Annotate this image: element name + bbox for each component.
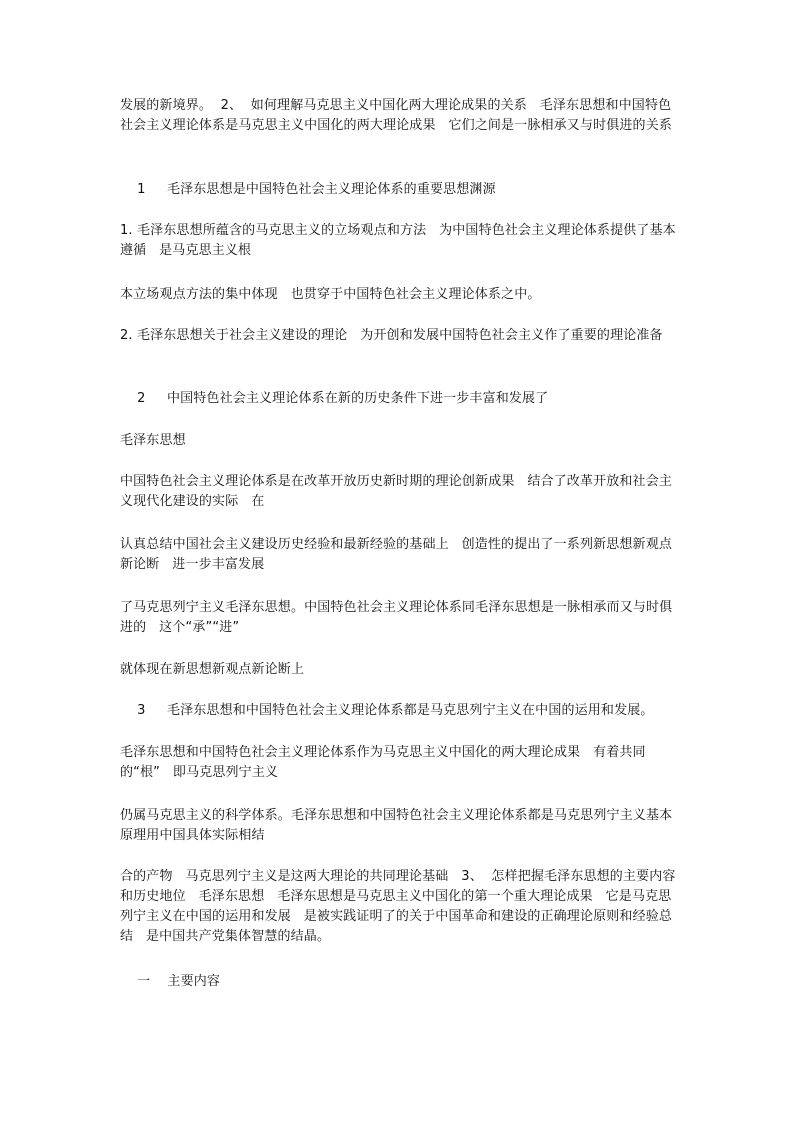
- paragraph: 合的产物 马克思列宁主义是这两大理论的共同理论基础 3、 怎样把握毛泽东思想的主要内容和历史地位 毛泽东思想 毛泽东思想是马克思主义中国化的第一个重大理论成果 它是马克思列宁主义在中国的运用和发展 是被实践证明了的关于中国革命和建设的正确理论原则和经验总结 是中国共产党集体智慧的结晶。: [120, 869, 676, 944]
- paragraph: 本立场观点方法的集中体现 也贯穿于中国特色社会主义理论体系之中。: [120, 287, 541, 302]
- paragraph: 1. 毛泽东思想所蕴含的马克思主义的立场观点和方法 为中国特色社会主义理论体系提供了基本遵循 是马克思主义根: [120, 223, 676, 258]
- numbered-heading: 1 毛泽东思想是中国特色社会主义理论体系的重要思想渊源: [120, 182, 496, 197]
- numbered-heading: 2 中国特色社会主义理论体系在新的历史条件下进一步丰富和发展了: [120, 391, 549, 406]
- paragraph: 毛泽东思想和中国特色社会主义理论体系作为马克思主义中国化的两大理论成果 有着共同的“根” 即马克思列宁主义: [120, 745, 646, 780]
- paragraph: 认真总结中国社会主义建设历史经验和最新经验的基础上 创造性的提出了一系列新思想新观点新论断 进一步丰富发展: [120, 537, 672, 572]
- paragraph: 了马克思列宁主义毛泽东思想。中国特色社会主义理论体系同毛泽东思想是一脉相承而又与时俱进的 这个“承”“进”: [120, 600, 673, 635]
- paragraph: 毛泽东思想: [120, 433, 186, 448]
- numbered-heading: 3 毛泽东思想和中国特色社会主义理论体系都是马克思列宁主义在中国的运用和发展。: [120, 703, 654, 718]
- paragraph: 中国特色社会主义理论体系是在改革开放历史新时期的理论创新成果 结合了改革开放和社会主义现代化建设的实际 在: [120, 474, 672, 509]
- paragraph: 仍属马克思主义的科学体系。毛泽东思想和中国特色社会主义理论体系都是马克思列宁主义基本原理用中国具体实际相结: [120, 808, 673, 843]
- paragraph: 就体现在新思想新观点新论断上: [120, 662, 305, 677]
- paragraph: 发展的新境界。 2、 如何理解马克思主义中国化两大理论成果的关系 毛泽东思想和中国特色社会主义理论体系是马克思主义中国化的两大理论成果 它们之间是一脉相承又与时俱进的关系: [120, 98, 672, 133]
- paragraph: 2. 毛泽东思想关于社会主义建设的理论 为开创和发展中国特色社会主义作了重要的理论准备: [120, 328, 663, 343]
- section-heading: 一 主要内容: [120, 974, 221, 989]
